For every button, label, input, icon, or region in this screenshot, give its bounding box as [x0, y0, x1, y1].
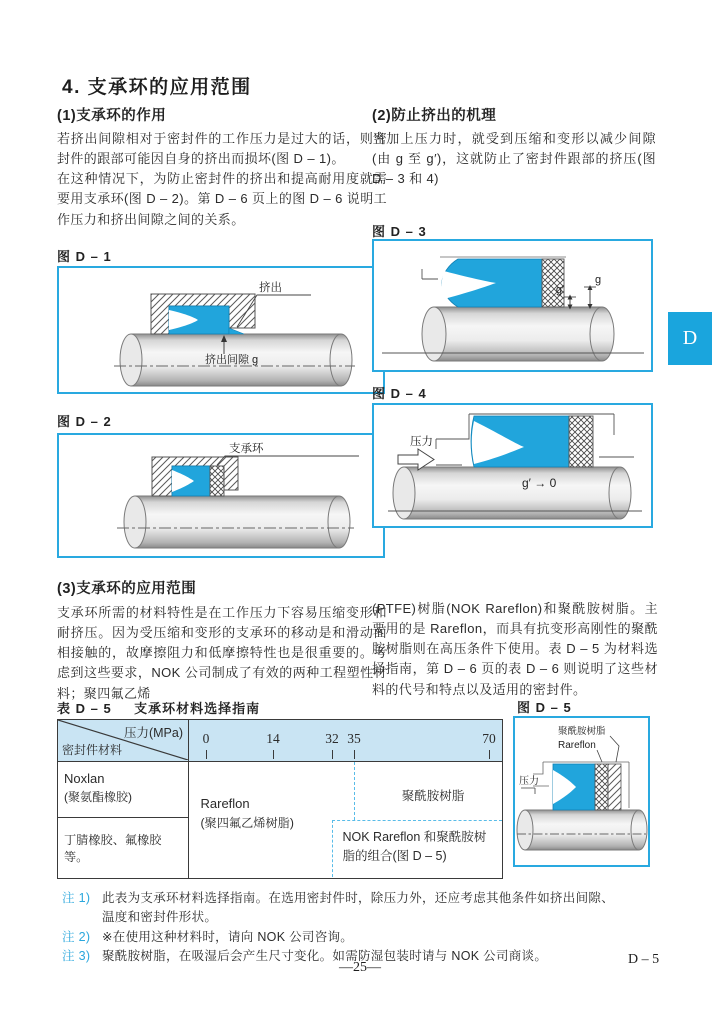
material-cell-nbr [58, 818, 188, 878]
polyamide-region-label: 聚酰胺树脂 [401, 789, 465, 803]
tick-label: 0 [202, 731, 210, 746]
figure-d2-diagram [57, 433, 385, 558]
tick-label: 70 [482, 731, 496, 746]
figure-d1-diagram [57, 266, 385, 394]
tick-label: 14 [266, 731, 280, 746]
region-subname: (聚四氟乙烯树脂) [200, 815, 294, 830]
footnotes [62, 889, 622, 967]
paragraph: 若挤出间隙相对于密封件的工作压力是过大的话，则密封件的跟部可能因自身的挤出而损坏(图 D – 1)。 [57, 131, 387, 167]
material-subname: (聚氨酯橡胶) [64, 789, 132, 804]
section-1-paragraphs [57, 129, 387, 230]
note-label: 注 2) [62, 929, 91, 944]
figure-d4-diagram [372, 403, 653, 528]
tick-mark [206, 750, 207, 759]
tick-label: 32 [325, 731, 339, 746]
gap-reduction-drawing [374, 241, 651, 370]
note-1 [62, 889, 622, 928]
combined-rings-drawing [515, 718, 648, 865]
note-text: ※在使用这种材料时，请向 NOK 公司咨询。 [102, 929, 354, 944]
figure-d4-caption: 图 D – 4 [372, 386, 427, 401]
figure-d5-caption: 图 D – 5 [517, 700, 572, 715]
boundary-32mpa [332, 820, 333, 877]
figure-d3-caption: 图 D – 3 [372, 224, 427, 239]
pressure-label: 压力 [519, 776, 539, 787]
material-axis-title: 密封件材料 [62, 743, 123, 757]
seal-with-backup-ring-drawing [59, 435, 383, 556]
note-text: 此表为支承环材料选择指南。在选用密封件时，除压力外，还应考虑其他条件如挤出间隙、温度和密封件形状。 [102, 891, 615, 925]
pressure-label: 压力 [410, 436, 433, 448]
note-2 [62, 928, 622, 947]
section-1-heading: (1)支承环的作用 [57, 108, 167, 124]
figure-d3-diagram [372, 239, 653, 372]
table-caption-number: 表 D – 5 [57, 701, 112, 716]
figure-d5-diagram [513, 716, 650, 867]
seal-extrusion-drawing [59, 268, 383, 392]
section-2-paragraphs [372, 129, 656, 189]
boundary-horizontal [332, 820, 502, 821]
note-text: 聚酰胺树脂，在吸湿后会产生尺寸变化。如需防湿包装时请与 NOK 公司商谈。 [102, 949, 548, 964]
page-title: 4. 支承环的应用范围 [62, 77, 252, 98]
application-regions [191, 762, 503, 878]
section-3-right-column: (PTFE)树脂(NOK Rareflon)和聚酰胺树脂。主要用的是 Rareflon，而具有抗变形高刚性的聚酰胺树脂则在高压条件下使用。表 D – 5 为材料选择指南，第 D – 6 页的表 D – 6 则说明了这些材料的代号和特点以及适用的密封件。 [372, 601, 658, 697]
figure-d1-caption: 图 D – 1 [57, 249, 112, 264]
paragraph: 当加上压力时，就受到压缩和变形以减少间隙(由 g 至 g′)，这就防止了密封件跟部的挤压(图 D – 3 和 4) [372, 131, 656, 187]
section-index-tab: D [668, 312, 712, 365]
material-cell-noxlan [58, 762, 188, 818]
region-name: Rareflon [200, 796, 250, 811]
table-d5-caption [57, 698, 260, 718]
material-selection-table [57, 719, 503, 879]
extrusion-label: 挤出 [259, 282, 282, 294]
tick-label: 35 [347, 731, 361, 746]
g-prime-label: g′ [555, 284, 564, 296]
pressure-applied-drawing [374, 405, 651, 526]
polyamide-ring-label: 聚酰胺树脂 [558, 726, 606, 737]
combo-region-label: NOK Rareflon 和聚酰胺树脂的组合(图 D – 5) [342, 830, 487, 864]
table-caption-title: 支承环材料选择指南 [134, 701, 261, 716]
backup-ring-label: 支承环 [229, 443, 264, 455]
tick-mark [489, 750, 490, 759]
pressure-axis-title: 压力(MPa) [123, 726, 183, 740]
page-number: —25— [339, 960, 381, 975]
rareflon-ring-label: Rareflon [558, 740, 596, 751]
extrusion-gap-label: 挤出间隙 g [205, 354, 259, 366]
section-page-number: D – 5 [628, 952, 660, 967]
boundary-35mpa [354, 762, 355, 820]
table-header-row [58, 720, 502, 762]
paragraph: 在这种情况下，为防止密封件的挤出和提高耐用度就需要用支承环(图 D – 2)。第 D – 6 页上的图 D – 6 说明工作压力和挤出间隙之间的关系。 [57, 171, 387, 227]
section-2-heading: (2)防止挤出的机理 [372, 108, 497, 124]
material-column [58, 762, 189, 878]
figure-d2-caption: 图 D – 2 [57, 414, 112, 429]
material-name: Noxlan [64, 771, 105, 786]
table-header-corner-cell [58, 720, 189, 761]
note-label: 注 1) [62, 891, 91, 905]
gap-zero-label: g′ → 0 [522, 476, 557, 490]
tick-mark [273, 750, 274, 759]
section-3-heading: (3)支承环的应用范围 [57, 581, 197, 597]
g-label: g [595, 274, 602, 286]
table-body [58, 762, 502, 878]
rareflon-region-label [201, 794, 294, 832]
note-label: 注 3) [62, 949, 91, 964]
tick-mark [354, 750, 355, 759]
tick-mark [332, 750, 333, 759]
material-name: 丁腈橡胶、氟橡胶等。 [64, 833, 162, 864]
pressure-scale [189, 720, 502, 761]
section-3-left-column: 支承环所需的材料特性是在工作压力下容易压缩变形和耐挤压。因为受压缩和变形的支承环的移动是和滑动面相接触的，故摩擦阻力和低摩擦特性也是很重要的。考虑到这些要求，NOK 公司制成了有效的两种工程塑性材料；聚四氟乙烯 [57, 605, 387, 701]
